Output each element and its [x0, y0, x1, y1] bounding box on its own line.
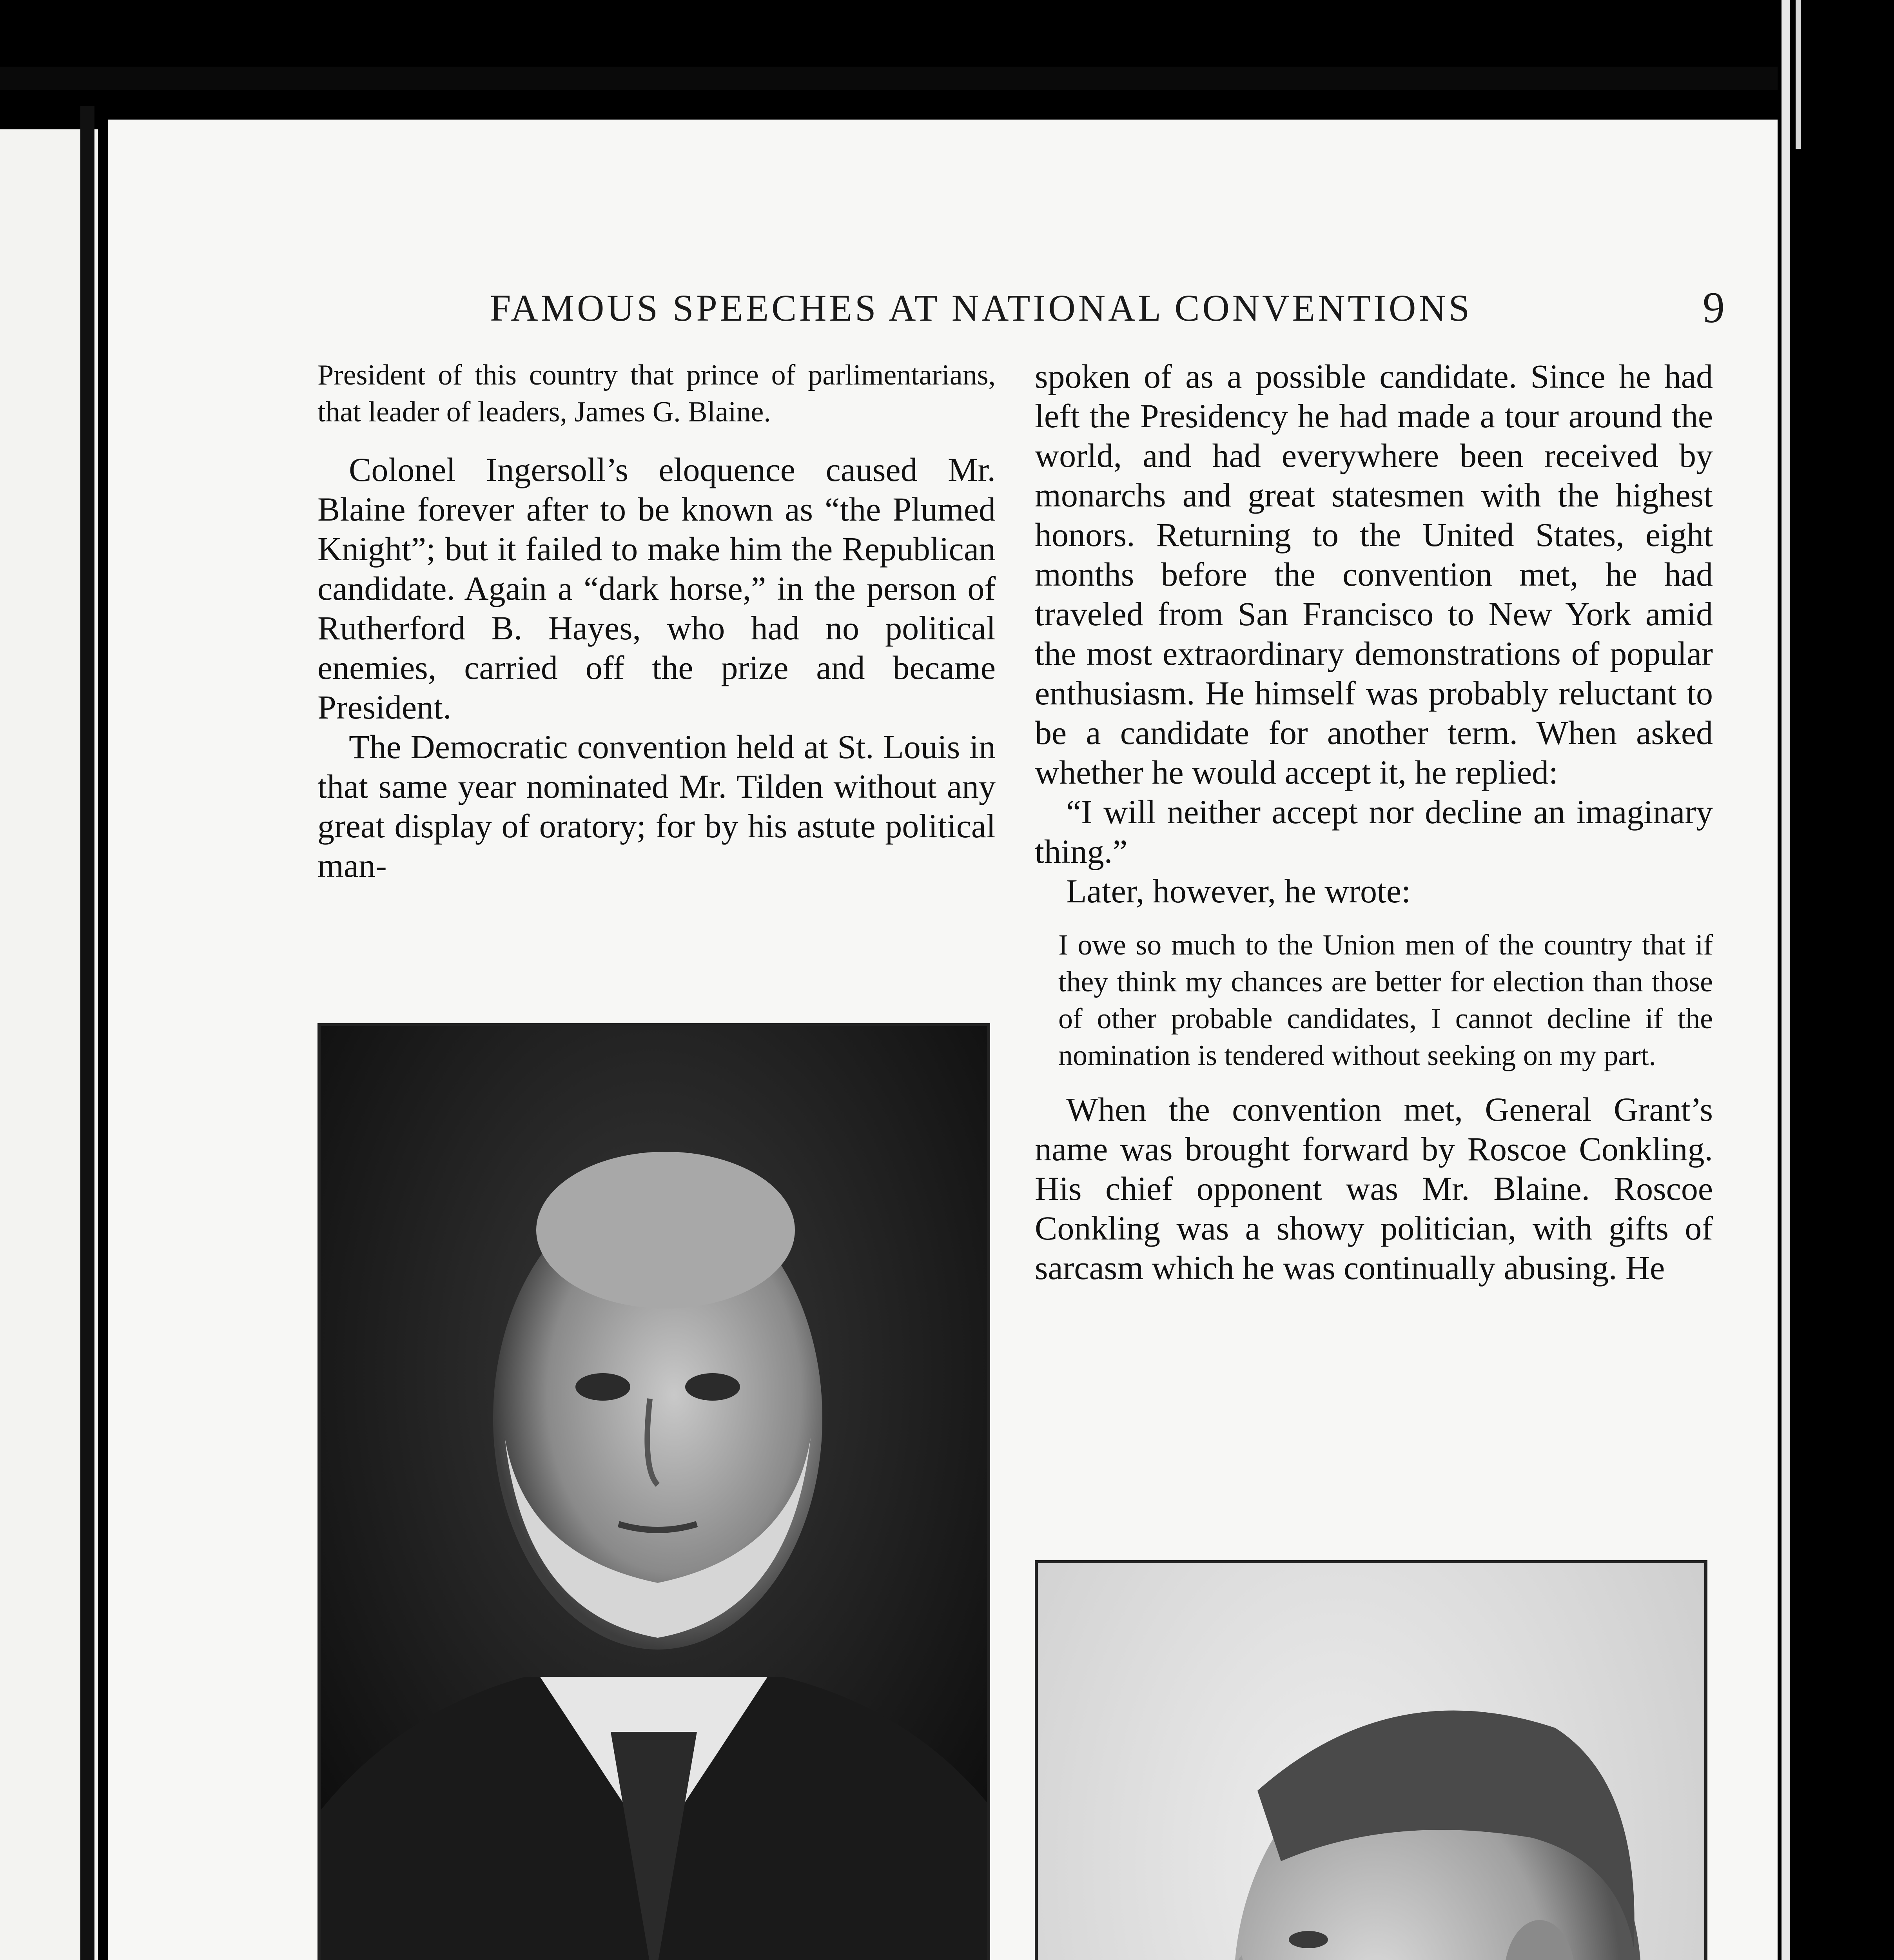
- depew-portrait-image: [321, 1026, 987, 1960]
- later-wrote: Later, however, he wrote:: [1066, 872, 1411, 910]
- right-paragraph-2: When the convention met, General Grant’s name was brought forward by Roscoe Conkling. His chief opponent was Mr. Blaine. Roscoe Conkling was a showy politician, with gifts of sarcasm which he was continually abusing. He: [1035, 1091, 1713, 1287]
- grant-letter-block-quote: I owe so much to the Union men of the country that if they think my chances are better for election than those of other probable candidates, I cannot decline if the nomination is tendered without seeking on my part.: [1058, 929, 1713, 1072]
- left-paragraph-2: Colonel Ingersoll’s eloquence caused Mr. Blaine forever after to be known as “the Plumed Knight”; but it failed to make him the Republican candidate. Again a “dark horse,” in the person of Rutherford B. Hayes, who had no political enemies, carried off the prize and became President.: [317, 451, 996, 726]
- running-head: [490, 282, 1725, 333]
- left-paragraph-3: The Democratic convention held at St. Louis in that same year nominated Mr. Tilden without any great display of oratory; for by his astute political man-: [317, 728, 996, 884]
- page-gutter: [80, 106, 94, 1960]
- scan-top-shadow: [0, 67, 1894, 90]
- depew-portrait: [317, 1023, 990, 1960]
- left-column-top: [317, 357, 996, 886]
- grant-quote: “I will neither accept nor decline an imaginary thing.”: [1035, 793, 1713, 870]
- page-number: 9: [1703, 283, 1725, 332]
- page-edge-strip: [1782, 0, 1790, 1960]
- foraker-portrait: [1035, 1560, 1707, 1960]
- page-edge-strip-top: [1796, 0, 1801, 149]
- running-head-title: FAMOUS SPEECHES AT NATIONAL CONVENTIONS: [490, 287, 1473, 329]
- foraker-portrait-image: [1038, 1563, 1704, 1960]
- right-column: [1035, 357, 1713, 1288]
- left-paragraph-1: President of this country that prince of parlimentarians, that leader of leaders, James G. Blaine.: [317, 359, 996, 428]
- right-scan-edge: [1778, 0, 1894, 1960]
- right-paragraph-1: spoken of as a possible candidate. Since he had left the Presidency he had made a tour around the world, and had everywhere been received by monarchs and great statesmen with the highest honors. Returning to the United States, eight months before the convention met, he had traveled from San Francisco to New York amid the most extraordinary demonstrations of popular enthusiasm. He himself was probably reluctant to be a candidate for another term. When asked whether he would accept it, he replied:: [1035, 358, 1713, 791]
